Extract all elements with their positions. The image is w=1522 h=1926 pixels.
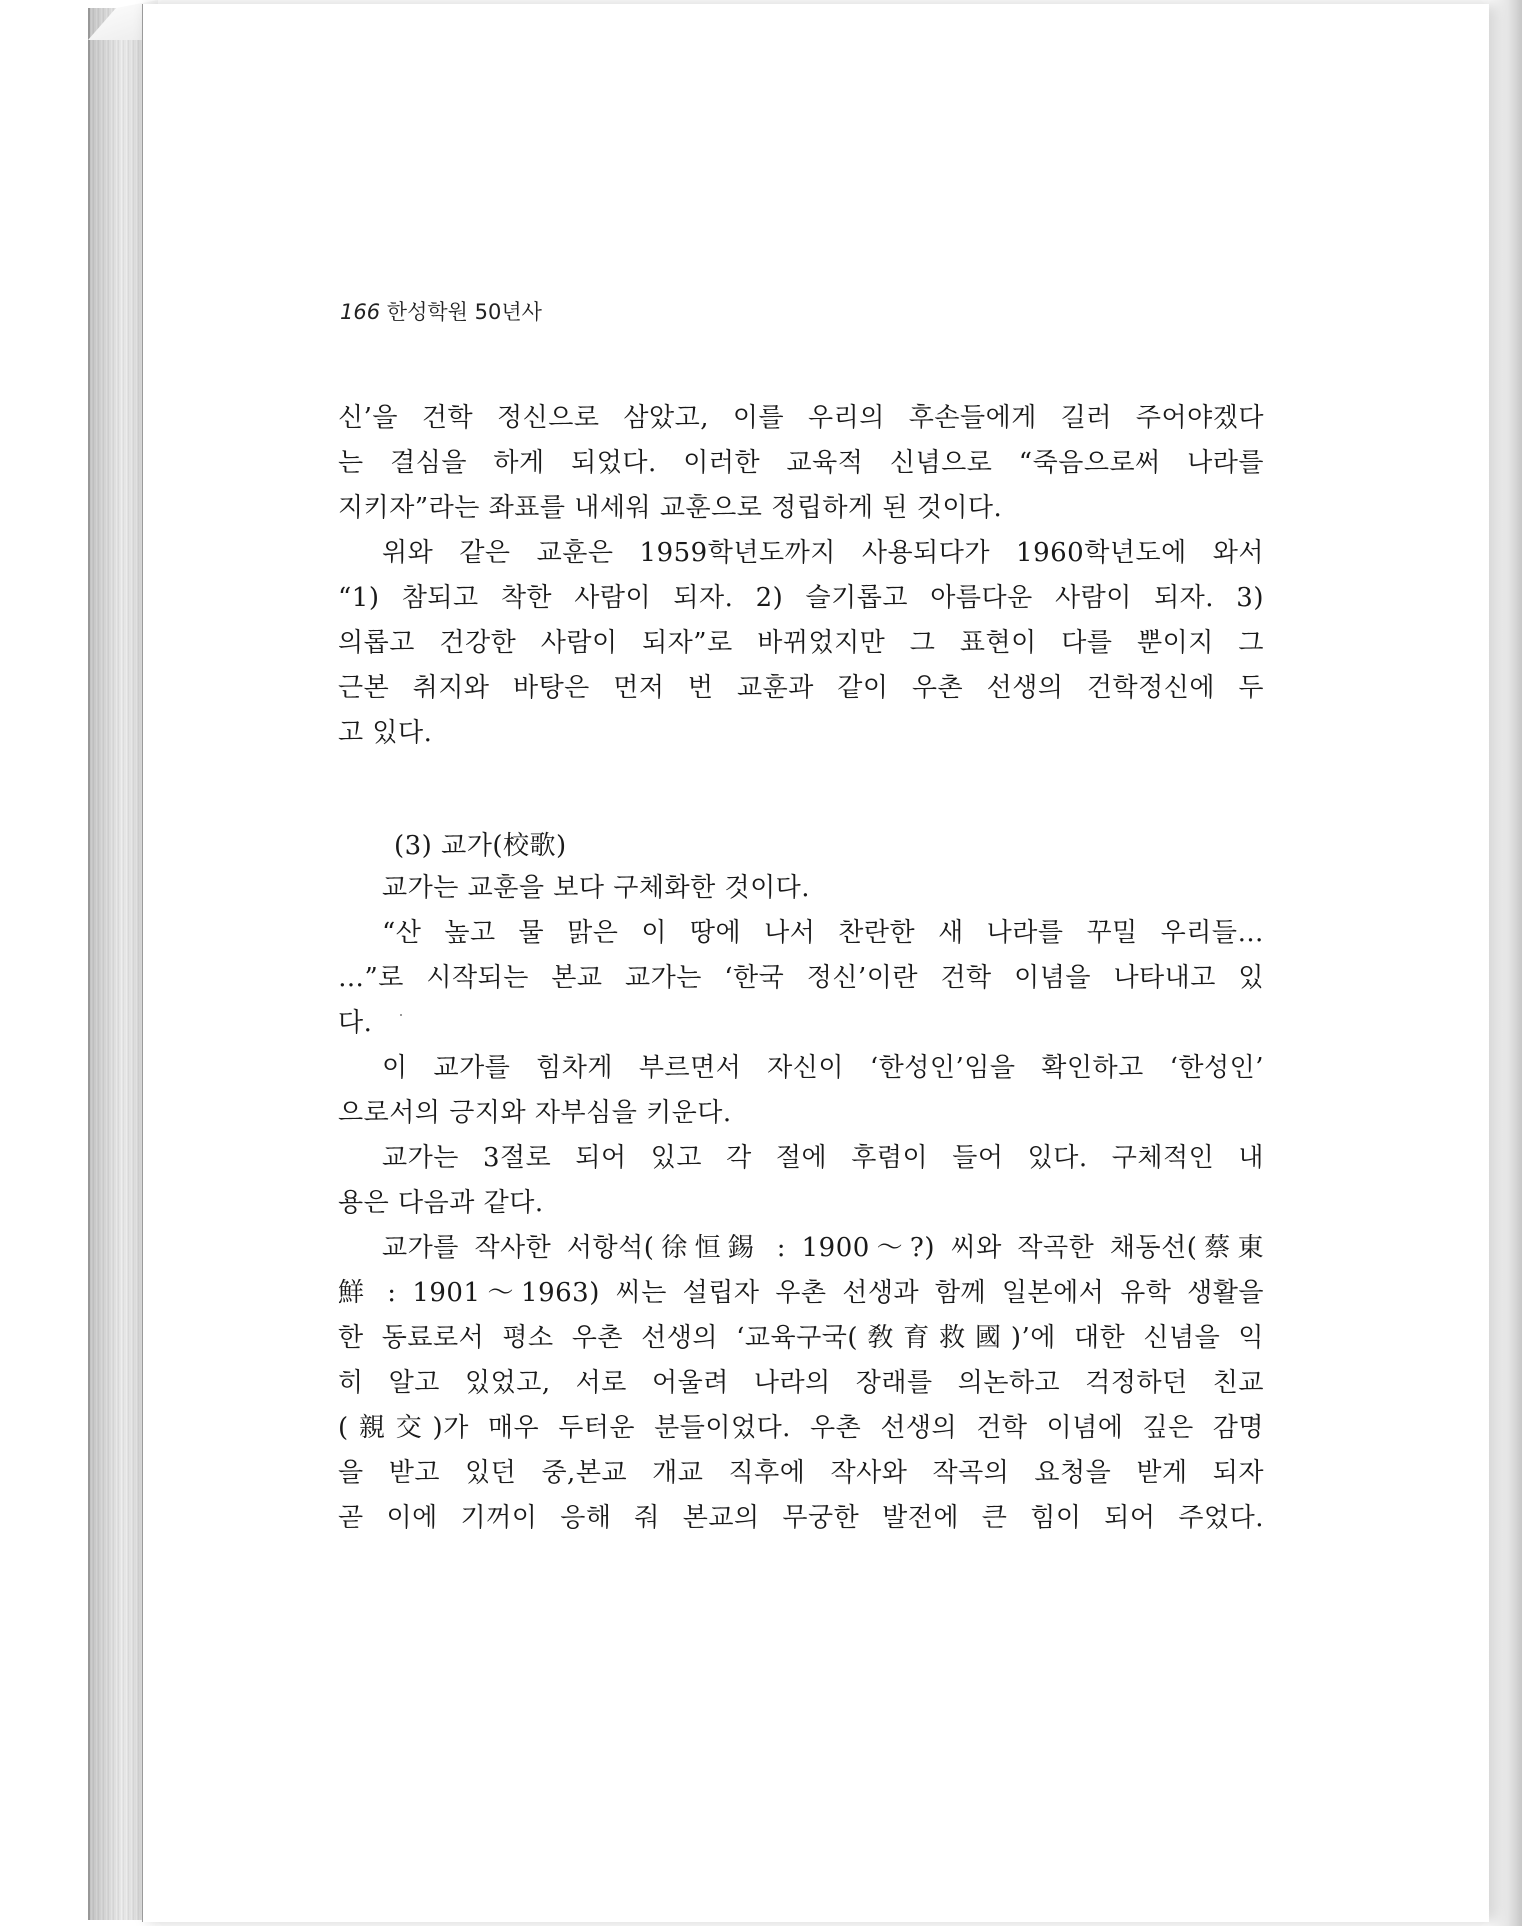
paragraph-block-2 [338,866,1264,1541]
paragraph-block-1 [338,396,1264,756]
text-line: 으로서의 긍지와 자부심을 키운다. [338,1098,732,1128]
text-line: 히 알고 있었고, 서로 어울려 나라의 장래를 의논하고 걱정하던 친교 [338,1368,1264,1398]
text-line: 는 결심을 하게 되었다. 이러한 교육적 신념으로 “죽음으로써 나라를 [338,448,1264,478]
text-line: 지키자”라는 좌표를 내세워 교훈으로 정립하게 된 것이다. [338,493,1003,523]
text-line: 근본 취지와 바탕은 먼저 번 교훈과 같이 우촌 선생의 건학정신에 두 [338,673,1264,703]
section-heading-block [338,824,1264,869]
text-line: 이 교가를 힘차게 부르면서 자신이 ‘한성인’임을 확인하고 ‘한성인’ [382,1053,1264,1083]
text-line: 고 있다. [338,718,433,748]
book-title: 한성학원 50년사 [386,300,542,324]
text-line: 의롭고 건강한 사람이 되자”로 바뀌었지만 그 표현이 다를 뿐이지 그 [338,628,1264,658]
text-line: 교가는 교훈을 보다 구체화한 것이다. [382,873,811,903]
running-header [340,296,542,326]
text-line: “산 높고 물 맑은 이 땅에 나서 찬란한 새 나라를 꾸밀 우리들… [382,918,1264,948]
page-number: 166 [340,300,381,324]
text-line: 鮮 : 1901～1963) 씨는 설립자 우촌 선생과 함께 일본에서 유학 생활을 [338,1278,1264,1308]
text-line: “1) 참되고 착한 사람이 되자. 2) 슬기롭고 아름다운 사람이 되자. 3) [338,583,1264,613]
text-line: 교가를 작사한 서항석(徐恒錫 : 1900～?) 씨와 작곡한 채동선(蔡東 [382,1233,1264,1263]
text-line: 을 받고 있던 중,본교 개교 직후에 작사와 작곡의 요청을 받게 되자 [338,1458,1264,1488]
text-line: 위와 같은 교훈은 1959학년도까지 사용되다가 1960학년도에 와서 [382,538,1264,568]
text-line: 곧 이에 기꺼이 응해 줘 본교의 무궁한 발전에 큰 힘이 되어 주었다. [338,1503,1264,1533]
text-line: 용은 다음과 같다. [338,1188,544,1218]
page-right-shadow [1488,0,1522,1926]
text-line: 한 동료로서 평소 우촌 선생의 ‘교육구국(敎育救國)’에 대한 신념을 익 [338,1323,1264,1353]
text-line: 다. [338,1008,373,1038]
text-line: (親交)가 매우 두터운 분들이었다. 우촌 선생의 건학 이념에 깊은 감명 [338,1413,1264,1443]
section-heading: (3) 교가(校歌) [394,831,567,861]
text-line: …”로 시작되는 본교 교가는 ‘한국 정신’이란 건학 이념을 나타내고 있 [338,963,1264,993]
text-line: 신’을 건학 정신으로 삼았고, 이를 우리의 후손들에게 길러 주어야겠다 [338,403,1264,433]
book-edge-shadow [88,8,146,1920]
text-line: 교가는 3절로 되어 있고 각 절에 후렴이 들어 있다. 구체적인 내 [382,1143,1264,1173]
